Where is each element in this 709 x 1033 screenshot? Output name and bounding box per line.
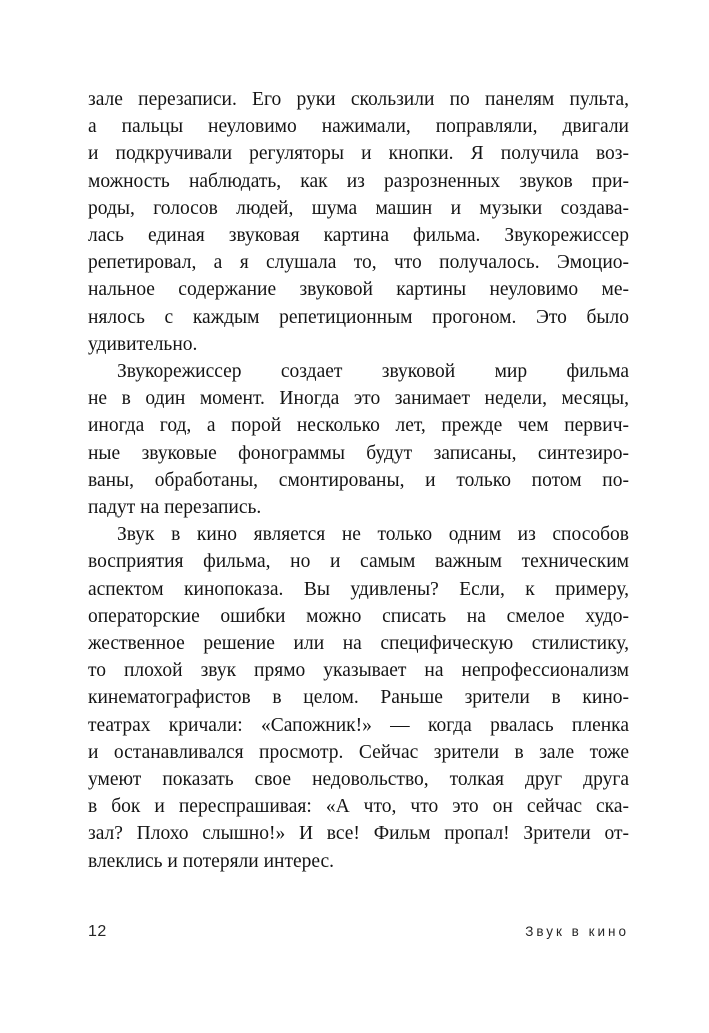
page-footer [88,923,629,941]
text-line: в бок и переспрашивая: «А что, что это он сейчас ска- [88,796,629,818]
text-line: падут на перезапись. [88,497,262,519]
text-line: а пальцы неуловимо нажимали, поправляли, двигали [88,116,629,138]
text-line: репетировал, а я слушала то, что получалось. Эмоцио- [88,252,629,274]
running-title: Звук в кино [525,924,629,939]
text-line: ваны, обработаны, смонтированы, и только потом по- [88,469,629,491]
text-line: операторские ошибки можно списать на смелое худо- [88,605,629,627]
text-line: можность наблюдать, как из разрозненных звуков при- [88,170,629,192]
text-line: роды, голосов людей, шума машин и музыки создава- [88,197,629,219]
text-line: не в один момент. Иногда это занимает недели, месяцы, [88,388,629,410]
text-line: лась единая звуковая картина фильма. Звукорежиссер [88,225,629,247]
text-line: удивительно. [88,333,198,355]
text-line: умеют показать свое недовольство, толкая друг друга [88,769,629,791]
page-number: 12 [88,923,107,940]
text-line: зал? Плохо слышно!» И все! Фильм пропал! Зрители от- [88,823,629,845]
text-line: и останавливался просмотр. Сейчас зрители в зале тоже [88,741,629,763]
text-line: и подкручивали регуляторы и кнопки. Я получила воз- [88,143,629,165]
text-line: зале перезаписи. Его руки скользили по панелям пульта, [88,89,629,110]
paragraph [88,358,629,521]
text-line: ные звуковые фонограммы будут записаны, синтезиро- [88,442,629,464]
text-line: аспектом кинопоказа. Вы удивлены? Если, к примеру, [88,578,629,600]
text-line: нялось с каждым репетиционным прогоном. Это было [88,306,629,328]
text-line: Звук в кино является не только одним из способов [117,524,629,546]
text-line: восприятия фильма, но и самым важным техническим [88,551,629,573]
paragraph [88,86,629,358]
text-line: кинематографистов в целом. Раньше зрители в кино- [88,687,629,709]
text-line: то плохой звук прямо указывает на непрофессионализм [88,660,629,682]
text-line: жественное решение или на специфическую стилистику, [88,633,629,655]
text-line: нальное содержание звуковой картины неуловимо ме- [88,279,629,301]
text-line: Звукорежиссер создает звуковой мир фильма [117,361,629,383]
text-line: влеклись и потеряли интерес. [88,850,335,872]
body-text [88,86,629,875]
text-line: иногда год, а порой несколько лет, прежде чем первич- [88,415,629,437]
paragraph [88,521,629,875]
text-line: театрах кричали: «Сапожник!» — когда рвалась пленка [88,714,629,736]
